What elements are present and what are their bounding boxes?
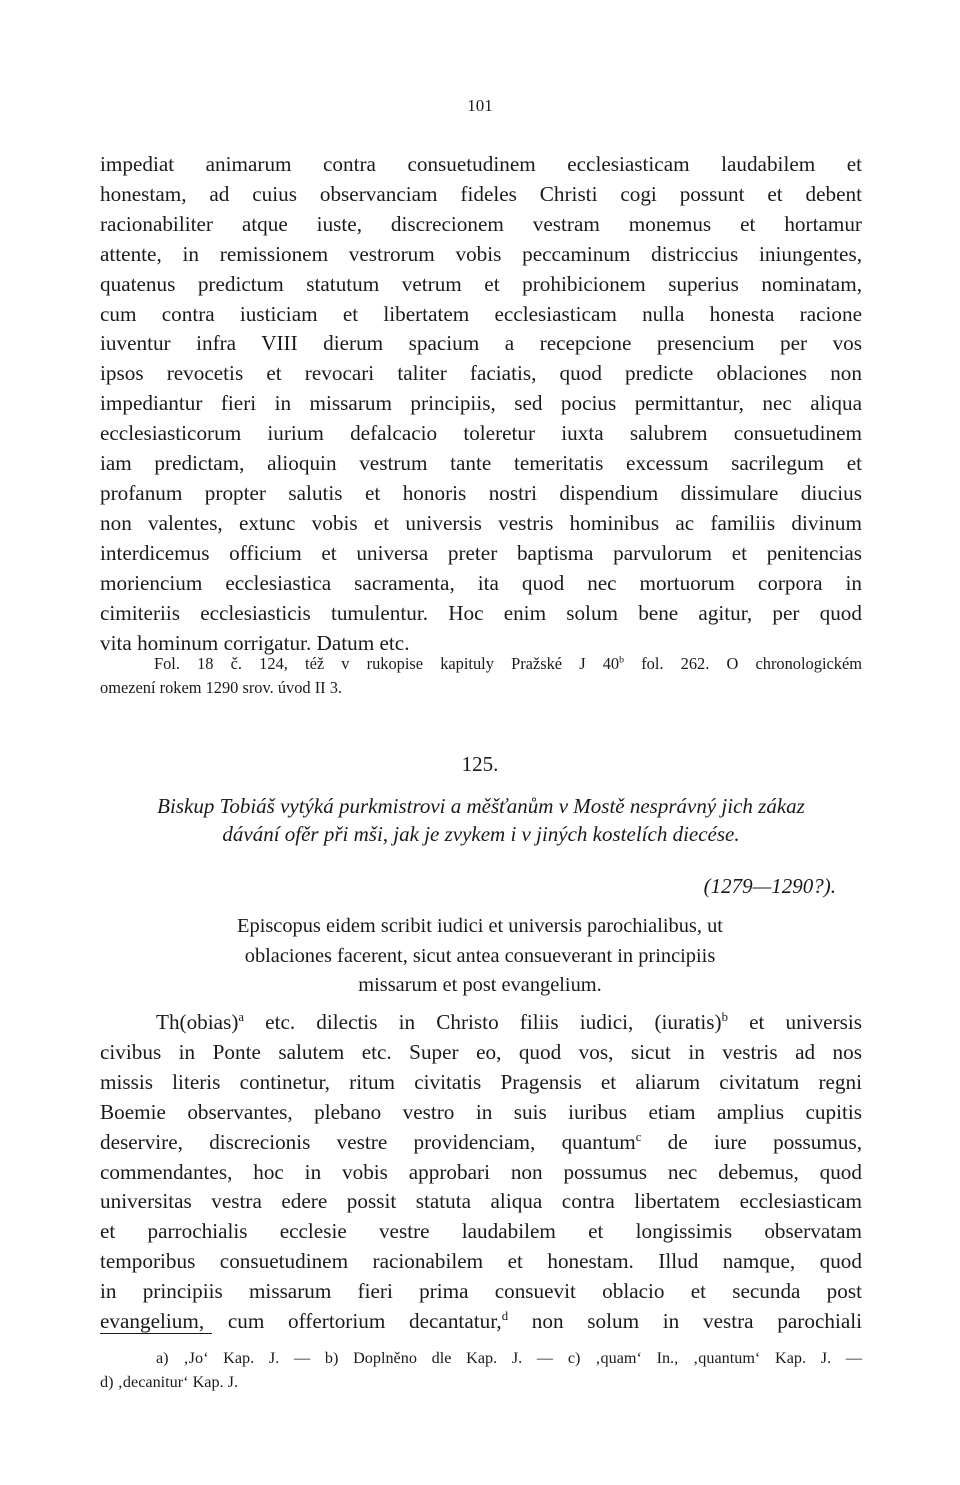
regest-line: Episcopus eidem scribit iudici et universis parochialibus, ut [237,915,723,937]
text-line: impediat animarum contra consuetudinem ecclesiasticam laudabilem et [100,152,862,176]
text-line: non valentes, extunc vobis et universis vestris hominibus ac familiis divinum [100,510,862,535]
footnote-marker: b [721,1009,728,1024]
text-line: Boemie observantes, plebano vestro in suis iuribus etiam amplius cupitis [100,1099,862,1124]
text-line: honestam, ad cuius observanciam fideles Christi cogi possunt et debent [100,181,862,206]
source-note-line: omezení rokem 1290 srov. úvod II 3. [100,678,343,697]
text-line: ecclesiasticorum iurium defalcacio toleretur iuxta salubrem consuetudinem [100,421,862,446]
document-number: 125. [461,752,499,776]
regest-line: missarum et post evangelium. [358,974,602,996]
text-line: missis literis continetur, ritum civitatis Pragensis et aliarum civitatum regni [100,1069,862,1094]
text-line: commendantes, hoc in vobis approbari non possumus nec debemus, quod [100,1159,862,1184]
text-line: quatenus predictum statutum vetrum et prohibicionem superius nominatam, [100,271,862,296]
text-line: attente, in remissionem vestrorum vobis peccaminum districcius iniungentes, [100,241,862,266]
text-line: deservire, discrecionis vestre providenciam, quantum$^c$ de iure possumus, [100,1129,862,1154]
footnote-line: d) ‚decanitur‘ Kap. J. [100,1373,238,1391]
text-line: racionabiliter atque iuste, discrecionem vestram monemus et hortamur [100,211,862,236]
document-heading [100,792,862,848]
text-line: impediantur fieri in missarum principiis, sed pocius permittantur, nec aliqua [100,391,862,416]
text-line: in principiis missarum fieri prima consuevit oblacio et secunda post [100,1279,862,1304]
text-line: evangelium, cum offertorium decantatur,$^d$ non solum in vestra parochiali [100,1309,863,1334]
document-text [100,1008,862,1337]
text-line: cimiteriis ecclesiasticis tumulentur. Hoc enim solum bene agitur, per quod [100,600,862,625]
text-line: iam predictam, alioquin vestrum tante temeritatis excessum sacrilegum et [100,451,862,476]
footnotes [100,1346,862,1394]
heading-line: Biskup Tobiáš vytýká purkmistrovi a měšťanům v Mostě nesprávný jich zákaz [157,794,805,818]
text-line: civibus in Ponte salutem etc. Super eo, quod vos, sicut in vestris ad nos [100,1039,862,1064]
text-line: Th(obias)$^a$ etc. dilectis in Christo filiis iudici, (iuratis)$^b$ et universis [156,1009,863,1034]
text-line: moriencium ecclesiastica sacramenta, ita quod nec mortuorum corpora in [100,570,862,595]
footnote-marker: a [238,1009,245,1024]
document-regest [140,912,820,1001]
text-line: ipsos revocetis et revocari taliter faciatis, quod predicte oblaciones non [100,361,862,386]
text-line: profanum propter salutis et honoris nostri dispendium dissimulare diucius [100,480,862,505]
footnote-marker: c [635,1129,642,1144]
footnote-marker: d [501,1309,509,1323]
footnote-divider [100,1333,212,1334]
text-line: cum contra iusticiam et libertatem ecclesiasticam nulla honesta racione [100,301,862,326]
page-number: 101 [467,96,493,115]
source-note-line: Fol. 18 č. 124, též v rukopise kapituly Pražské J 40$^b$ fol. 262. O chronologickém [154,654,863,673]
source-note [100,652,862,700]
document-date: (1279—1290?). [703,874,836,898]
regest-line: oblaciones facerent, sicut antea consueverant in principiis [244,944,716,967]
text-line: et parrochialis ecclesie vestre laudabilem et longissimis observatam [100,1219,862,1244]
text-line: iuventur infra VIII dierum spacium a recepcione presencium per vos [100,331,862,356]
continuation-text [100,150,862,658]
text-line: vita hominum corrigatur. Datum etc. [100,630,410,655]
text-line: universitas vestra edere possit statuta aliqua contra libertatem ecclesiasticam [100,1189,862,1214]
text-line: interdicemus officium et universa preter baptisma parvulorum et penitencias [100,540,862,565]
heading-line: dávání ofěr při mši, jak je zvykem i v jiných kostelích diecése. [222,822,740,846]
footnote-line: a) ‚Jo‘ Kap. J. — b) Doplněno dle Kap. J. — c) ‚quam‘ In., ‚quantum‘ Kap. J. — [156,1349,862,1367]
footnote-marker: b [619,654,625,666]
text-line: temporibus consuetudinem racionabilem et honestam. Illud namque, quod [100,1249,862,1274]
